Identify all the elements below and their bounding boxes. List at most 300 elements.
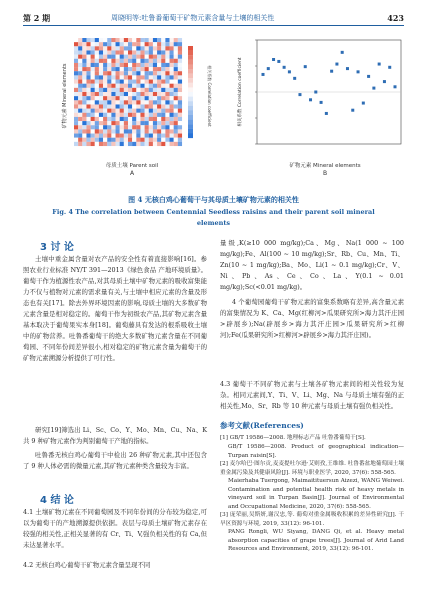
heatmap-cell — [95, 104, 99, 108]
heatmap-cell — [99, 71, 103, 75]
heatmap-cell — [145, 134, 149, 138]
heatmap-cell — [120, 46, 124, 50]
heatmap-cell — [78, 71, 82, 75]
heatmap-cell — [149, 121, 153, 125]
heatmap-cell — [178, 100, 182, 104]
heatmap-cell — [124, 142, 128, 146]
heatmap-cell — [153, 84, 157, 88]
heatmap-cell — [78, 117, 82, 121]
heatmap-cell — [116, 125, 120, 129]
scatter-point — [346, 67, 349, 70]
heatmap-cell — [153, 129, 157, 133]
heatmap-cell — [124, 75, 128, 79]
heatmap-cell — [128, 142, 132, 146]
running-title: 周晓明等:吐鲁番葡萄干矿物元素含量与土壤的相关性 — [111, 14, 275, 22]
heatmap-cell — [78, 92, 82, 96]
heatmap-cell — [157, 67, 161, 71]
heatmap-cell — [136, 113, 140, 117]
heatmap-cell — [145, 104, 149, 108]
heatmap-cell — [91, 117, 95, 121]
heatmap-cell — [149, 59, 153, 63]
scatter-point — [341, 51, 344, 54]
heatmap-cell — [103, 50, 107, 54]
heatmap-cell — [161, 113, 165, 117]
heatmap-cell — [165, 80, 169, 84]
heatmap-cell — [132, 71, 136, 75]
scatter-point — [388, 66, 391, 69]
heatmap-cell — [145, 75, 149, 79]
heatmap-cell — [132, 100, 136, 104]
scatter-xlabel: 矿物元素 Mineral elements — [289, 163, 361, 169]
heatmap-cell — [86, 46, 90, 50]
heatmap-cell — [124, 38, 128, 42]
heatmap-cell — [165, 104, 169, 108]
heatmap-cell — [107, 100, 111, 104]
heatmap-cell — [145, 42, 149, 46]
heatmap-cell — [111, 92, 115, 96]
heatmap-cell — [74, 46, 78, 50]
heatmap-cell — [82, 50, 86, 54]
heatmap-cell — [161, 59, 165, 63]
heatmap-cell — [174, 121, 178, 125]
heatmap-cell — [161, 104, 165, 108]
scatter-point — [309, 98, 312, 101]
heatmap-cell — [99, 67, 103, 71]
heatmap-cell — [140, 121, 144, 125]
heatmap-cell — [170, 38, 174, 42]
heatmap-cell — [178, 67, 182, 71]
heatmap-cell — [157, 80, 161, 84]
heatmap-cell — [165, 100, 169, 104]
heatmap-cell — [170, 100, 174, 104]
heatmap-cell — [103, 38, 107, 42]
heatmap-cell — [157, 42, 161, 46]
heatmap-cell — [132, 113, 136, 117]
heatmap-cell — [86, 88, 90, 92]
heatmap-cell — [149, 38, 153, 42]
heatmap-cell — [86, 129, 90, 133]
heatmap-cell — [116, 109, 120, 113]
heatmap-cell — [174, 84, 178, 88]
heatmap-cell — [99, 84, 103, 88]
heatmap-cell — [145, 59, 149, 63]
heatmap-cell — [116, 75, 120, 79]
heatmap-cell — [149, 67, 153, 71]
heatmap-cell — [99, 100, 103, 104]
heatmap-cells — [74, 38, 182, 146]
heatmap-cell — [120, 63, 124, 67]
heatmap-cell — [136, 63, 140, 67]
heatmap-cell — [99, 138, 103, 142]
heatmap-cell — [116, 121, 120, 125]
colorbar-swatch — [188, 133, 193, 138]
heatmap-cell — [95, 129, 99, 133]
heatmap-cell — [99, 75, 103, 79]
heatmap-cell — [124, 84, 128, 88]
heatmap-cell — [120, 59, 124, 63]
heatmap-cell — [86, 63, 90, 67]
heatmap-cell — [120, 88, 124, 92]
heatmap-cell — [145, 80, 149, 84]
heatmap-cell — [116, 142, 120, 146]
heatmap-cell — [157, 138, 161, 142]
scatter-point — [367, 75, 370, 78]
heatmap-cell — [111, 42, 115, 46]
heatmap-cell — [140, 134, 144, 138]
heatmap-cell — [78, 50, 82, 54]
heatmap-cell — [120, 55, 124, 59]
heatmap-cell — [165, 71, 169, 75]
heatmap-cell — [136, 55, 140, 59]
heatmap-cell — [78, 142, 82, 146]
heatmap-cell — [99, 42, 103, 46]
heatmap-cell — [140, 63, 144, 67]
heatmap-cell — [174, 71, 178, 75]
heatmap-cell — [86, 142, 90, 146]
heatmap-cell — [120, 117, 124, 121]
heatmap-cell — [128, 42, 132, 46]
heatmap-cell — [86, 80, 90, 84]
heatmap-cell — [149, 104, 153, 108]
heatmap-cell — [132, 84, 136, 88]
heatmap-cell — [78, 113, 82, 117]
heatmap-cell — [78, 46, 82, 50]
heatmap-cell — [86, 92, 90, 96]
heatmap-cell — [82, 67, 86, 71]
heatmap-cell — [174, 125, 178, 129]
heatmap-cell — [140, 46, 144, 50]
heatmap-cell — [74, 138, 78, 142]
heatmap-cell — [120, 96, 124, 100]
heatmap-cell — [153, 138, 157, 142]
heatmap-cell — [140, 100, 144, 104]
heatmap-cell — [111, 138, 115, 142]
heatmap-cell — [178, 92, 182, 96]
heatmap-cell — [165, 55, 169, 59]
heatmap-cell — [82, 46, 86, 50]
scatter-point — [298, 93, 301, 96]
heatmap-cell — [111, 88, 115, 92]
heatmap-cell — [170, 96, 174, 100]
heatmap-cell — [124, 92, 128, 96]
heatmap-cell — [170, 80, 174, 84]
heatmap-cell — [91, 55, 95, 59]
heatmap-cell — [132, 75, 136, 79]
heatmap-cell — [91, 67, 95, 71]
heatmap-cell — [165, 75, 169, 79]
heatmap-cell — [95, 38, 99, 42]
colorbar-swatch — [188, 110, 193, 115]
heatmap-cell — [111, 104, 115, 108]
heatmap-cell — [149, 63, 153, 67]
heatmap-cell — [74, 84, 78, 88]
heatmap-cell — [120, 80, 124, 84]
heatmap-cell — [111, 67, 115, 71]
heatmap-cell — [107, 92, 111, 96]
heatmap-cell — [128, 88, 132, 92]
heatmap-cell — [116, 100, 120, 104]
heatmap-cell — [124, 55, 128, 59]
heatmap-cell — [91, 113, 95, 117]
heatmap-cell — [161, 117, 165, 121]
heatmap-cell — [111, 75, 115, 79]
heatmap-cell — [149, 134, 153, 138]
colorbar-swatch — [188, 87, 193, 92]
heatmap-cell — [170, 67, 174, 71]
heatmap-cell — [128, 100, 132, 104]
heatmap-cell — [107, 104, 111, 108]
heatmap-cell — [120, 113, 124, 117]
heatmap-cell — [178, 55, 182, 59]
heatmap-cell — [82, 71, 86, 75]
heatmap-cell — [149, 96, 153, 100]
heatmap-cell — [165, 38, 169, 42]
heatmap-cell — [95, 113, 99, 117]
heatmap-cell — [128, 59, 132, 63]
conclusion-4-3: 4.3 葡萄干不同矿物元素与土壤各矿物元素间的相关性较为复杂。相同元素间,Y、Ti、V、Li、Mg、Na 与母质土壤有强的正相关性,Mo、Sr、Rb 等 10 种元素与母质土壤有强负相关性。 — [220, 380, 404, 410]
heatmap-cell — [165, 42, 169, 46]
heatmap-cell — [170, 75, 174, 79]
heatmap-cell — [174, 59, 178, 63]
heatmap-cell — [78, 104, 82, 108]
heatmap-cell — [161, 71, 165, 75]
colorbar-swatch — [188, 120, 193, 125]
heatmap-cell — [170, 59, 174, 63]
heatmap-cell — [157, 129, 161, 133]
heatmap-cell — [91, 71, 95, 75]
heatmap-cell — [170, 109, 174, 113]
heatmap-cell — [74, 80, 78, 84]
heatmap-cell — [86, 75, 90, 79]
heatmap-cell — [95, 84, 99, 88]
heatmap-cell — [128, 134, 132, 138]
heatmap-cell — [178, 88, 182, 92]
heatmap-cell — [116, 63, 120, 67]
scatter-point — [330, 70, 333, 73]
heatmap-cell — [78, 88, 82, 92]
heatmap-cell — [145, 46, 149, 50]
discussion-paragraph-2: 研究[19]筛选出 Li、Sc、Co、Y、Mo、Mn、Cu、Na、K 共 9 种矿物元素作为判别葡萄干产地的指标。 — [23, 426, 207, 445]
heatmap-cell — [149, 113, 153, 117]
scatter-point — [320, 101, 323, 104]
heatmap-cell — [91, 46, 95, 50]
heatmap-cell — [128, 46, 132, 50]
heatmap-cell — [132, 63, 136, 67]
heatmap-cell — [170, 142, 174, 146]
heatmap-cell — [178, 129, 182, 133]
heatmap-cell — [165, 46, 169, 50]
heatmap-cell — [149, 88, 153, 92]
heatmap-cell — [116, 38, 120, 42]
heatmap-cell — [91, 80, 95, 84]
heatmap-cell — [103, 117, 107, 121]
heatmap-cell — [111, 129, 115, 133]
heatmap-cell — [161, 75, 165, 79]
heatmap-cell — [124, 42, 128, 46]
heatmap-cell — [107, 80, 111, 84]
heatmap-cell — [145, 113, 149, 117]
heatmap-cell — [136, 138, 140, 142]
heatmap-cell — [103, 80, 107, 84]
heatmap-cell — [170, 63, 174, 67]
heatmap-cell — [103, 71, 107, 75]
heatmap-cell — [86, 67, 90, 71]
heatmap-cell — [174, 38, 178, 42]
heatmap-cell — [157, 63, 161, 67]
heatmap-cell — [170, 71, 174, 75]
heatmap-cell — [145, 142, 149, 146]
scatter-point — [272, 58, 275, 61]
heatmap-cell — [107, 125, 111, 129]
heatmap-cell — [107, 138, 111, 142]
heatmap-cell — [149, 92, 153, 96]
heatmap-cell — [132, 59, 136, 63]
heatmap-cell — [174, 142, 178, 146]
heatmap-cell — [116, 129, 120, 133]
heatmap-cell — [74, 104, 78, 108]
heatmap-cell — [170, 113, 174, 117]
heatmap-cell — [170, 125, 174, 129]
heatmap-cell — [74, 67, 78, 71]
heatmap-cell — [78, 80, 82, 84]
colorbar-swatch — [188, 51, 193, 56]
heatmap-cell — [107, 46, 111, 50]
heatmap-cell — [124, 71, 128, 75]
heatmap-cell — [174, 55, 178, 59]
heatmap-cell — [174, 46, 178, 50]
right-paragraph-2: 4 个葡萄园葡萄干矿物元素的富集系数略有差异,高含量元素的富集情况为 K、Ca、Mg(红柳河>瓜果研究所>海力其汗庄园>辟展乡);Na(辟展乡>海力其汗庄园>瓜果研究所>红柳河);Fe(瓜果研究所>红柳河>辟展乡>海力其汗庄园)。 — [220, 298, 404, 339]
colorbar-swatch — [188, 60, 193, 65]
heatmap-cell — [103, 134, 107, 138]
heatmap-cell — [124, 104, 128, 108]
heatmap-cell — [124, 138, 128, 142]
heatmap-cell — [140, 125, 144, 129]
heatmap-cell — [95, 42, 99, 46]
scatter-point — [304, 65, 307, 68]
heatmap-cell — [82, 109, 86, 113]
heatmap-cell — [86, 42, 90, 46]
heatmap-cell — [99, 125, 103, 129]
heatmap-cell — [153, 63, 157, 67]
heatmap-cell — [128, 125, 132, 129]
heatmap-cell — [120, 129, 124, 133]
heatmap-cell — [120, 134, 124, 138]
heatmap-cell — [116, 134, 120, 138]
heatmap-cell — [170, 88, 174, 92]
heatmap-cell — [124, 46, 128, 50]
heatmap-cell — [116, 88, 120, 92]
scatter-points — [262, 51, 397, 115]
heatmap-cell — [161, 84, 165, 88]
heatmap-cell — [128, 71, 132, 75]
heatmap-cell — [99, 38, 103, 42]
heatmap-cell — [82, 42, 86, 46]
heatmap-cell — [161, 50, 165, 54]
references-heading: 参考文献(References) — [220, 421, 304, 430]
heatmap-cell — [120, 42, 124, 46]
heatmap-cell — [95, 50, 99, 54]
heatmap-cell — [178, 38, 182, 42]
heatmap-cell — [157, 84, 161, 88]
heatmap-cell — [149, 46, 153, 50]
heatmap-cell — [111, 100, 115, 104]
heatmap-cell — [111, 125, 115, 129]
heatmap-cell — [124, 100, 128, 104]
heatmap-cell — [107, 75, 111, 79]
heatmap-cell — [128, 104, 132, 108]
heatmap-cell — [145, 96, 149, 100]
heatmap-cell — [95, 117, 99, 121]
heatmap-cell — [95, 100, 99, 104]
heatmap-cell — [132, 129, 136, 133]
heatmap-cell — [86, 96, 90, 100]
heatmap-cell — [107, 96, 111, 100]
heatmap-cell — [165, 117, 169, 121]
heatmap-cell — [157, 46, 161, 50]
right-paragraph-1: 量级,K(≥10 000 mg/kg);Ca、Mg、Na(1 000 ~ 100 mg/kg);Fe、Al(100 ~ 10 mg/kg);Sr、Rb、Cu、Mn、Ti、Zn(10 ~ 1 mg/kg);Ba、Mo、Li(1 ~ 0.1 mg/kg);Cr、V、Ni、Pb、As、Ce、Co、La、Y(0.1 ~ 0.01 mg/kg);Sc(<0.01 mg/kg)。 — [220, 239, 404, 291]
heatmap-cell — [174, 63, 178, 67]
heatmap-cell — [91, 42, 95, 46]
heatmap-cell — [153, 104, 157, 108]
colorbar-swatch — [188, 124, 193, 129]
heatmap-cell — [140, 138, 144, 142]
conclusion-4-2: 4.2 无核白鸡心葡萄干矿物元素含量呈现不同 — [23, 561, 151, 569]
heatmap-cell — [136, 80, 140, 84]
heatmap-cell — [136, 121, 140, 125]
heatmap-cell — [136, 92, 140, 96]
heatmap-cell — [82, 92, 86, 96]
heatmap-cell — [149, 55, 153, 59]
heatmap-cell — [161, 125, 165, 129]
colorbar-swatch — [188, 115, 193, 120]
scatter-ylabel: 相关系数 Correlation coefficient — [238, 57, 243, 127]
section-3-heading: 3 讨 论 — [40, 242, 74, 253]
heatmap-cell — [107, 88, 111, 92]
heatmap-cell — [161, 134, 165, 138]
heatmap-cell — [107, 42, 111, 46]
heatmap-cell — [153, 96, 157, 100]
heatmap-cell — [132, 125, 136, 129]
heatmap-cell — [157, 109, 161, 113]
heatmap-cell — [82, 63, 86, 67]
heatmap-cell — [165, 129, 169, 133]
heatmap-cell — [103, 125, 107, 129]
heatmap-cell — [170, 42, 174, 46]
heatmap-cell — [157, 38, 161, 42]
heatmap-cell — [153, 125, 157, 129]
heatmap-cell — [107, 117, 111, 121]
heatmap-cell — [86, 38, 90, 42]
heatmap-cell — [99, 55, 103, 59]
heatmap-cell — [161, 55, 165, 59]
heatmap-cell — [82, 104, 86, 108]
heatmap-cell — [107, 50, 111, 54]
heatmap-cell — [149, 138, 153, 142]
scatter-point — [378, 63, 381, 66]
heatmap-cell — [153, 117, 157, 121]
heatmap-cell — [136, 88, 140, 92]
heatmap-cell — [103, 84, 107, 88]
heatmap-cell — [140, 142, 144, 146]
heatmap-cell — [111, 59, 115, 63]
heatmap-cell — [78, 134, 82, 138]
heatmap-cell — [174, 113, 178, 117]
heatmap-cell — [78, 121, 82, 125]
scatter-point — [362, 102, 365, 105]
heatmap-cell — [111, 63, 115, 67]
heatmap-cell — [174, 75, 178, 79]
heatmap-cell — [170, 134, 174, 138]
